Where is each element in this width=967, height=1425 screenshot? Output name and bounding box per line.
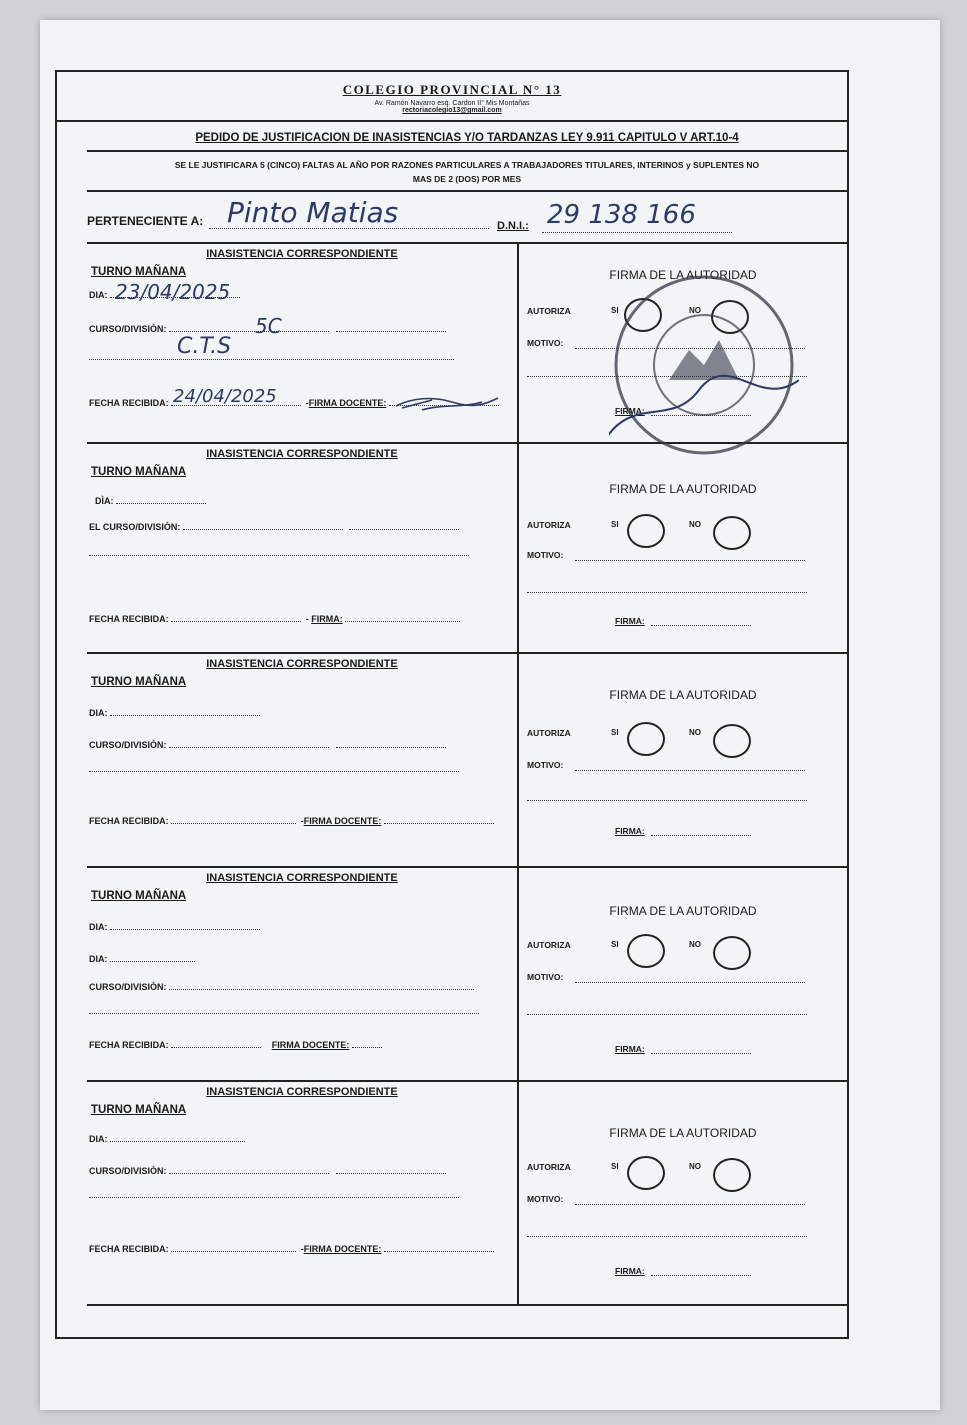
- fecha-line: [171, 1251, 296, 1252]
- autoriza-label: AUTORIZA: [527, 728, 571, 738]
- motivo-line-2[interactable]: [527, 376, 807, 377]
- dia-label-2: DIA:: [89, 954, 108, 964]
- curso-line-b: [336, 747, 446, 748]
- autoriza-label: AUTORIZA: [527, 940, 571, 950]
- fecha-label: FECHA RECIBIDA:: [89, 816, 169, 826]
- owner-row: [87, 194, 847, 244]
- no-option[interactable]: [711, 300, 749, 334]
- firma-label: FIRMA:: [615, 406, 645, 416]
- firma-label: FIRMA:: [615, 826, 645, 836]
- curso-line: [169, 989, 474, 990]
- curso-value[interactable]: 5C: [255, 314, 282, 338]
- curso-line: [169, 331, 329, 332]
- motivo-line-2[interactable]: [527, 1236, 807, 1237]
- curso-line-b: [336, 331, 446, 332]
- si-option[interactable]: [624, 298, 662, 332]
- fecha-label: FECHA RECIBIDA:: [89, 1040, 169, 1050]
- si-label: SI: [611, 1162, 619, 1171]
- dia-label: DIA:: [89, 290, 108, 300]
- form-title: PEDIDO DE JUSTIFICACION DE INASISTENCIAS Y/O TARDANZAS LEY 9.911 CAPITULO V ART.10-4: [87, 122, 847, 152]
- dia-field[interactable]: [89, 708, 260, 718]
- si-label: SI: [611, 306, 619, 315]
- dia-field-2[interactable]: [89, 954, 195, 964]
- si-option[interactable]: [627, 722, 665, 756]
- absence-block-2-left: [87, 444, 519, 652]
- motivo-line[interactable]: [575, 560, 805, 561]
- absence-block-3: [87, 654, 847, 868]
- no-label: NO: [689, 306, 701, 315]
- dni-value[interactable]: 29 138 166: [547, 200, 696, 230]
- firma-label: FIRMA:: [615, 616, 645, 626]
- dia-line-2: [110, 961, 195, 962]
- no-option[interactable]: [713, 516, 751, 550]
- dia-field[interactable]: [89, 922, 260, 932]
- si-label: SI: [611, 520, 619, 529]
- firma-docente-line: [352, 1047, 382, 1048]
- authority-title: FIRMA DE LA AUTORIDAD: [609, 688, 757, 702]
- dia-label: DIA:: [89, 922, 108, 932]
- no-option[interactable]: [713, 724, 751, 758]
- fecha-label: FECHA RECIBIDA:: [89, 398, 169, 408]
- curso-field-2[interactable]: [89, 1006, 479, 1016]
- no-label: NO: [689, 940, 701, 949]
- motivo-line-2[interactable]: [527, 592, 807, 593]
- firma-label: - FIRMA:: [305, 614, 343, 624]
- firma-line[interactable]: [651, 1275, 751, 1276]
- fecha-label: FECHA RECIBIDA:: [89, 1244, 169, 1254]
- authority-panel-3: [519, 654, 847, 866]
- si-label: SI: [611, 728, 619, 737]
- dni-label: D.N.I.:: [497, 220, 529, 232]
- fecha-field[interactable]: [89, 614, 460, 624]
- motivo-line[interactable]: [575, 982, 805, 983]
- motivo-line[interactable]: [575, 1204, 805, 1205]
- authority-title: FIRMA DE LA AUTORIDAD: [609, 1126, 757, 1140]
- firma-docente-label: -FIRMA DOCENTE:: [300, 816, 382, 826]
- no-option[interactable]: [713, 1158, 751, 1192]
- section-title: INASISTENCIA CORRESPONDIENTE: [206, 658, 398, 670]
- absence-block-2: [87, 444, 847, 654]
- fecha-field[interactable]: [89, 1040, 382, 1050]
- motivo-line[interactable]: [575, 770, 805, 771]
- motivo-label: MOTIVO:: [527, 972, 564, 982]
- no-label: NO: [689, 1162, 701, 1171]
- firma-docente-label: -FIRMA DOCENTE:: [300, 1244, 382, 1254]
- dia-line: [110, 1141, 245, 1142]
- turno-label: TURNO MAÑANA: [91, 466, 187, 478]
- absence-block-1-left: [87, 244, 519, 442]
- authority-title: FIRMA DE LA AUTORIDAD: [609, 482, 757, 496]
- curso-label: EL CURSO/DIVISIÒN:: [89, 522, 181, 532]
- firma-line[interactable]: [651, 415, 751, 416]
- si-option[interactable]: [627, 934, 665, 968]
- motivo-line-2[interactable]: [527, 800, 807, 801]
- justification-form: [55, 70, 849, 1339]
- absence-block-4: [87, 868, 847, 1082]
- fecha-field[interactable]: [89, 816, 494, 826]
- curso-field[interactable]: [89, 1166, 446, 1176]
- curso-line-2: [89, 771, 459, 772]
- firma-docente-label: -FIRMA DOCENTE:: [305, 398, 387, 408]
- firma-label: FIRMA:: [615, 1044, 645, 1054]
- curso-line: [169, 1173, 329, 1174]
- dia-field[interactable]: [89, 1134, 245, 1144]
- turno-label: TURNO MAÑANA: [91, 890, 187, 902]
- firma-docente-line: [384, 823, 494, 824]
- motivo-label: MOTIVO:: [527, 760, 564, 770]
- firma-line[interactable]: [651, 625, 751, 626]
- si-option[interactable]: [627, 1156, 665, 1190]
- si-option[interactable]: [627, 514, 665, 548]
- authority-title: FIRMA DE LA AUTORIDAD: [609, 268, 757, 282]
- no-label: NO: [689, 728, 701, 737]
- dia-label: DIA:: [89, 1134, 108, 1144]
- curso-field-2[interactable]: [89, 764, 459, 774]
- curso-line-b: [349, 529, 459, 530]
- school-address: Av. Ramón Navarro esq. Cardon II° Mis Montañas: [374, 100, 530, 107]
- firma-label: FIRMA:: [615, 1266, 645, 1276]
- curso-field[interactable]: [89, 522, 459, 532]
- fecha-value[interactable]: 24/04/2025: [173, 386, 277, 407]
- dia-value[interactable]: 23/04/2025: [115, 280, 231, 304]
- curso-label: CURSO/DIVISIÒN:: [89, 324, 167, 334]
- curso-label: CURSO/DIVISIÒN:: [89, 982, 167, 992]
- dia-label: DIA:: [89, 708, 108, 718]
- form-footer: [57, 1304, 847, 1335]
- fecha-field[interactable]: [89, 1244, 494, 1254]
- note-line-2: MAS DE 2 (DOS) POR MES: [412, 174, 522, 184]
- curso-label: CURSO/DIVISIÒN:: [89, 740, 167, 750]
- absence-block-5-left: [87, 1082, 519, 1304]
- no-option[interactable]: [713, 936, 751, 970]
- curso-line-2: [89, 555, 469, 556]
- firma-line: [345, 621, 460, 622]
- motivo-label: MOTIVO:: [527, 338, 564, 348]
- teacher-signature: [392, 392, 502, 414]
- note-line-1: SE LE JUSTIFICARA 5 (CINCO) FALTAS AL AÑO POR RAZONES PARTICULARES A TRABAJADORES TITULARES, INTERINOS y SUPLENTES NO: [174, 160, 760, 170]
- curso-field[interactable]: [89, 982, 474, 992]
- autoriza-label: AUTORIZA: [527, 520, 571, 530]
- motivo-label: MOTIVO:: [527, 550, 564, 560]
- turno-label: TURNO MAÑANA: [91, 676, 187, 688]
- turno-label: TURNO MAÑANA: [91, 266, 187, 278]
- school-email: rectoriacolegio13@gmail.com: [402, 107, 502, 114]
- dni-line: [542, 232, 732, 233]
- firma-line[interactable]: [651, 835, 751, 836]
- firma-docente-line: [384, 1251, 494, 1252]
- absence-block-4-left: [87, 868, 519, 1080]
- curso-line-b: [336, 1173, 446, 1174]
- authority-panel-4: [519, 868, 847, 1080]
- turno-label: TURNO MAÑANA: [91, 1104, 187, 1116]
- absence-block-3-left: [87, 654, 519, 866]
- authority-panel-2: [519, 444, 847, 652]
- curso-line: [169, 747, 329, 748]
- authority-title: FIRMA DE LA AUTORIDAD: [609, 904, 757, 918]
- curso-field[interactable]: [89, 740, 446, 750]
- fecha-line: [171, 823, 296, 824]
- authority-panel-1: [519, 244, 847, 442]
- dia-field[interactable]: [95, 496, 206, 506]
- no-label: NO: [689, 520, 701, 529]
- owner-label: PERTENECIENTE A:: [87, 214, 204, 228]
- section-title: INASISTENCIA CORRESPONDIENTE: [206, 448, 398, 460]
- section-title: INASISTENCIA CORRESPONDIENTE: [206, 1086, 398, 1098]
- firma-docente-label: FIRMA DOCENTE:: [271, 1040, 350, 1050]
- motivo-line-2[interactable]: [527, 1014, 807, 1015]
- curso-field-2[interactable]: [89, 548, 469, 558]
- curso-label: CURSO/DIVISIÒN:: [89, 1166, 167, 1176]
- curso-field-2[interactable]: [89, 1190, 459, 1200]
- form-header: [57, 72, 847, 122]
- curso-field-2[interactable]: [89, 352, 454, 362]
- motivo-label: MOTIVO:: [527, 1194, 564, 1204]
- authority-panel-5: [519, 1082, 847, 1304]
- curso-line: [183, 529, 343, 530]
- fecha-label: FECHA RECIBIDA:: [89, 614, 169, 624]
- curso-line-2: [89, 359, 454, 360]
- section-title: INASISTENCIA CORRESPONDIENTE: [206, 248, 398, 260]
- absence-block-1: [87, 244, 847, 444]
- dia-line: [110, 929, 260, 930]
- autoriza-label: AUTORIZA: [527, 1162, 571, 1172]
- curso-value-2[interactable]: C.T.S: [177, 334, 232, 359]
- autoriza-label: AUTORIZA: [527, 306, 571, 316]
- section-title: INASISTENCIA CORRESPONDIENTE: [206, 872, 398, 884]
- curso-line-2: [89, 1013, 479, 1014]
- firma-line[interactable]: [651, 1053, 751, 1054]
- dia-line: [116, 503, 206, 504]
- dia-line: [110, 715, 260, 716]
- fecha-line: [171, 621, 301, 622]
- owner-name[interactable]: Pinto Matias: [227, 196, 399, 229]
- absence-block-5: [87, 1082, 847, 1306]
- motivo-line[interactable]: [575, 348, 805, 349]
- si-label: SI: [611, 940, 619, 949]
- dia-label: DÌA:: [95, 496, 114, 506]
- form-note: [87, 152, 847, 192]
- school-name: COLEGIO PROVINCIAL N° 13: [342, 82, 562, 97]
- fecha-line: [171, 1047, 261, 1048]
- curso-line-2: [89, 1197, 459, 1198]
